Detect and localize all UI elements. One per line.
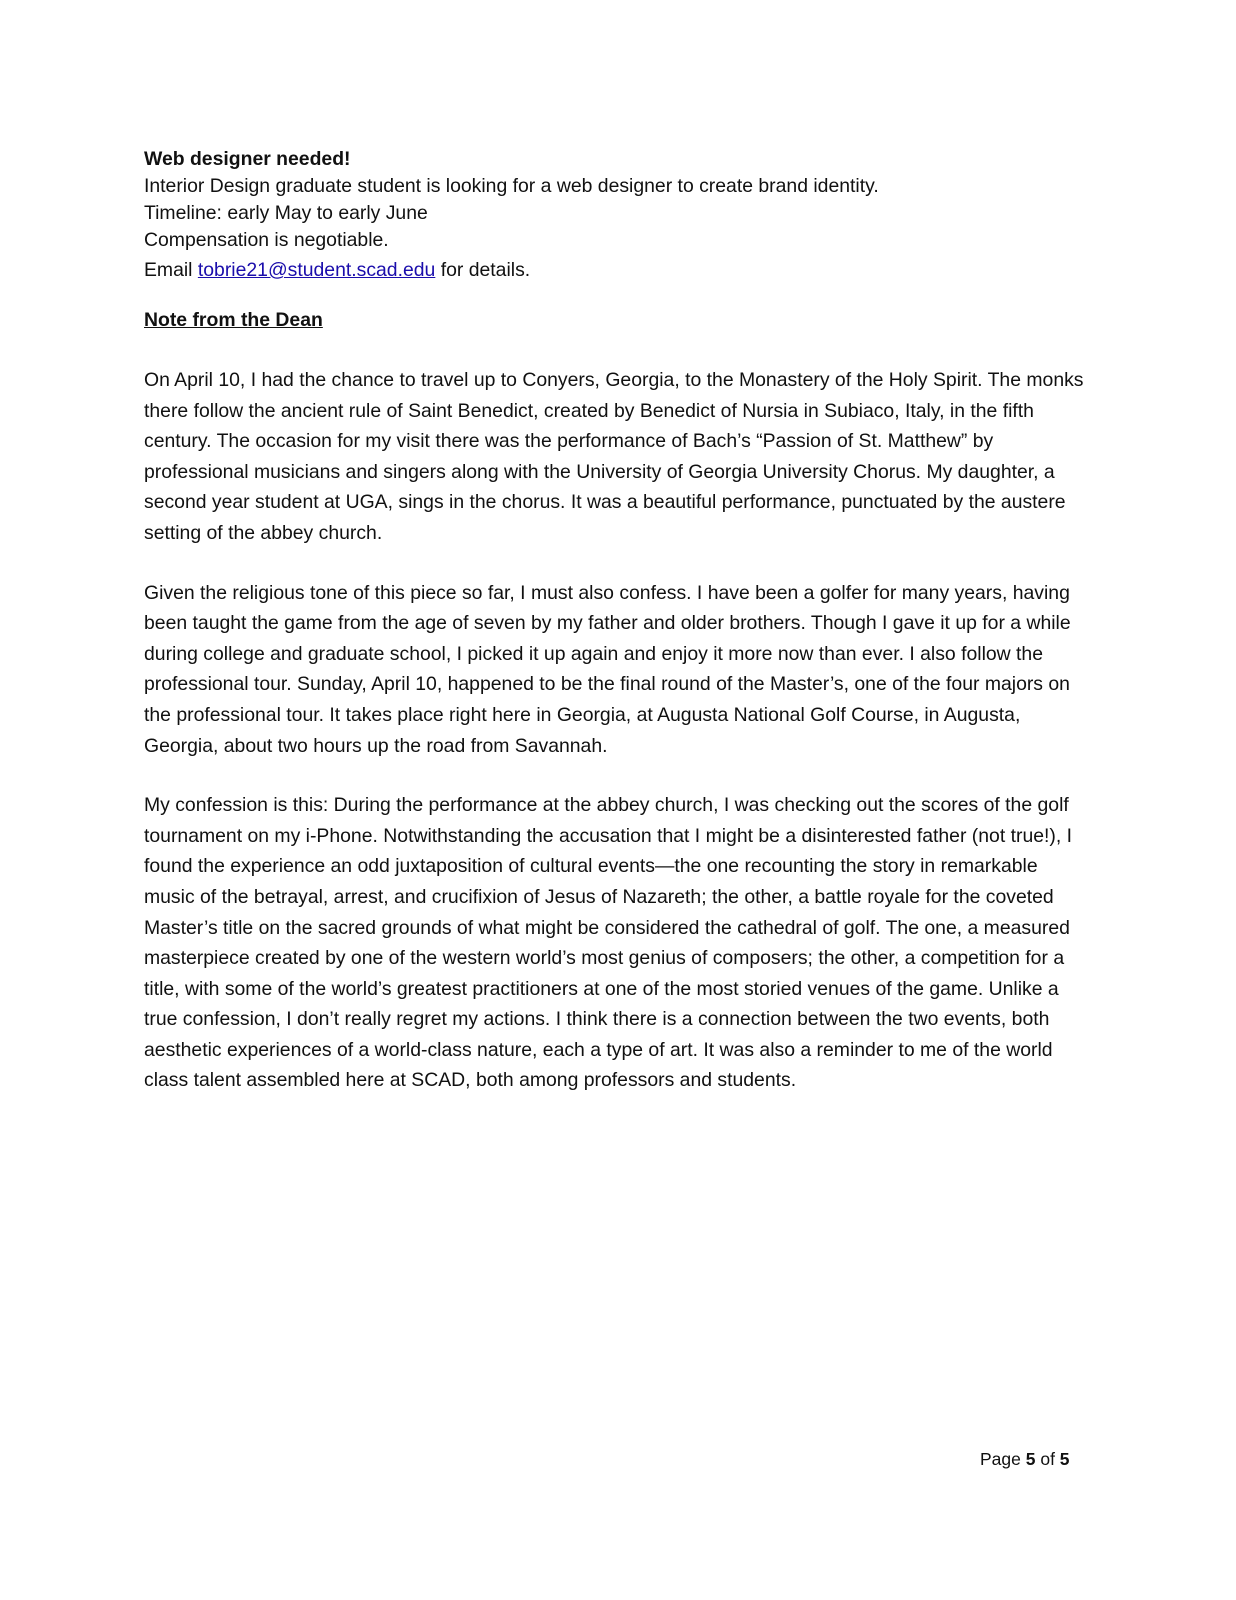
email-link[interactable]: tobrie21@student.scad.edu (197, 259, 436, 281)
web-designer-ad (144, 146, 1084, 286)
current-page-number: 5 (1025, 1449, 1036, 1469)
of-label: of (1035, 1449, 1060, 1469)
ad-title: Web designer needed! (144, 148, 351, 170)
page-content (144, 146, 1084, 1096)
email-prefix: Email (144, 259, 198, 281)
dean-note-body (144, 365, 1084, 1096)
article-paragraph: Given the religious tone of this piece so far, I must also confess. I have been a golfer for many years, having been taught the game from the age of seven by my father and older brothers. Though I gave it up for a while during college and graduate school, I picked it up again and enjoy it more now than ever. I also follow the professional tour. Sunday, April 10, happened to be the final round of the Master’s, one of the four majors on the professional tour. It takes place right here in Georgia, at Augusta National Golf Course, in Augusta, Georgia, about two hours up the road from Savannah. (144, 581, 1071, 757)
page-label: Page (980, 1449, 1026, 1469)
article-paragraph: My confession is this: During the performance at the abbey church, I was checking out the scores of the golf tournament on my i-Phone. Notwithstanding the accusation that I might be a disinterested father (not true!), I found the experience an odd juxtaposition of cultural events—the one recounting the story in remarkable music of the betrayal, arrest, and crucifixion of Jesus of Nazareth; the other, a battle royale for the coveted Master’s title on the sacred grounds of what might be considered the cathedral of golf. The one, a measured masterpiece created by one of the western world’s most genius of composers; the other, a competition for a title, with some of the world’s greatest practitioners at one of the most storied venues of the game. Unlike a true confession, I don’t really regret my actions. I think there is a connection between the two events, both aesthetic experiences of a world-class nature, each a type of art. It was also a reminder to me of the world class talent assembled here at SCAD, both among professors and students. (144, 794, 1073, 1092)
article-paragraph: On April 10, I had the chance to travel up to Conyers, Georgia, to the Monastery of the Holy Spirit. The monks there follow the ancient rule of Saint Benedict, created by Benedict of Nursia in Subiaco, Italy, in the fifth century. The occasion for my visit there was the performance of Bach’s “Passion of St. Matthew” by professional musicians and singers along with the University of Georgia University Chorus. My daughter, a second year student at UGA, sings in the chorus. It was a beautiful performance, punctuated by the austere setting of the abbey church. (144, 369, 1084, 544)
total-page-count: 5 (1059, 1449, 1070, 1469)
page-footer (980, 1446, 1100, 1472)
ad-timeline: Timeline: early May to early June (144, 202, 428, 224)
ad-description: Interior Design graduate student is looking for a web designer to create brand identity. (144, 175, 879, 197)
ad-compensation: Compensation is negotiable. (144, 229, 389, 251)
dean-note-heading: Note from the Dean (144, 309, 323, 331)
ad-email-line (144, 254, 1084, 286)
email-suffix: for details. (435, 259, 531, 281)
